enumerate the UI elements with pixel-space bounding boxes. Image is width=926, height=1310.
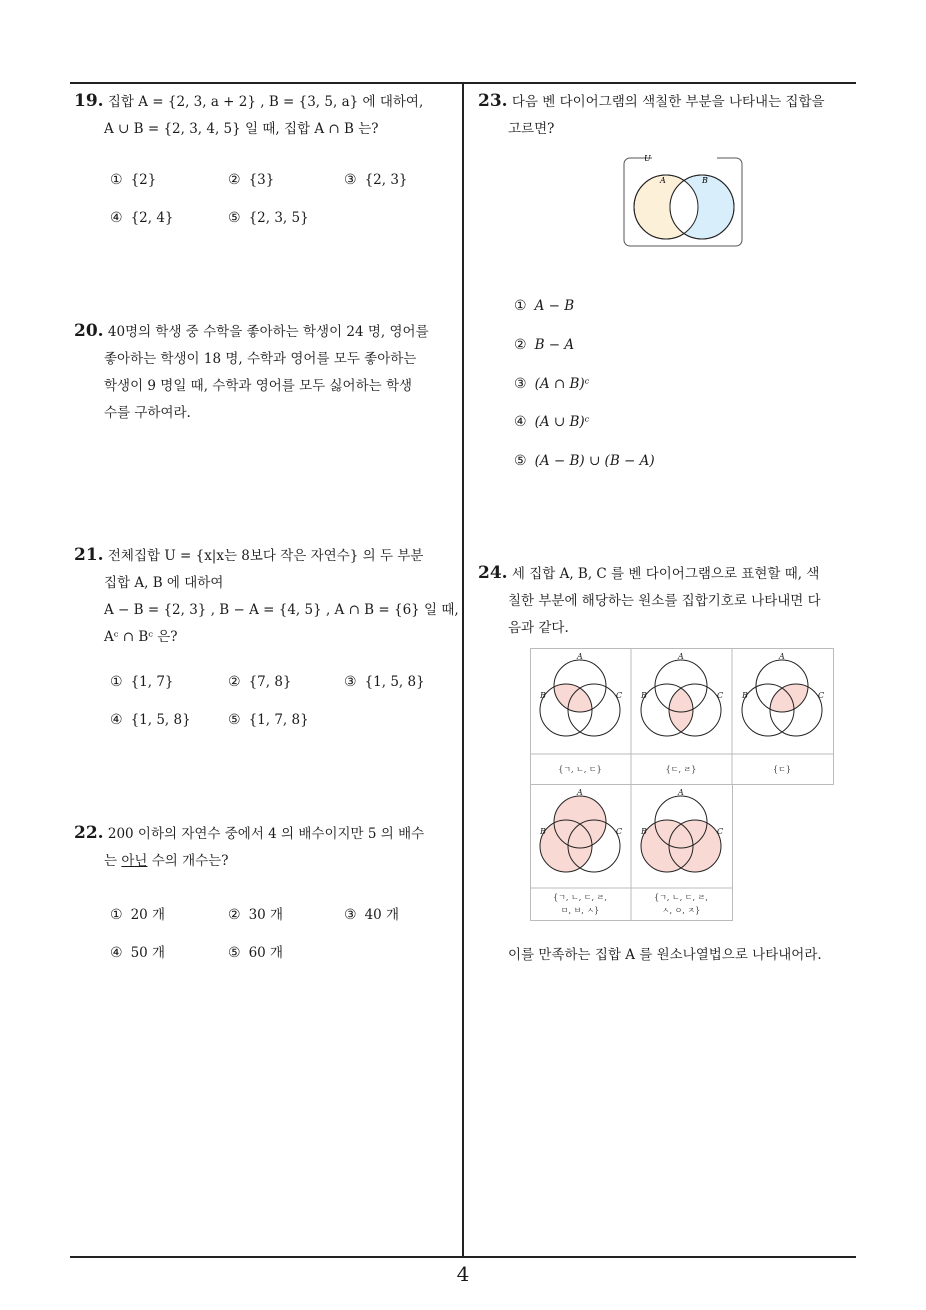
question-number: 20.: [74, 321, 104, 341]
set-a-label: A: [660, 176, 666, 185]
choice-3[interactable]: ③ {2, 3}: [344, 172, 408, 188]
venn-caption: {ㄷ, ㄹ}: [665, 765, 697, 774]
question-22: [74, 820, 459, 875]
choice-1[interactable]: ① 20 개: [110, 907, 166, 923]
choice-3[interactable]: ③ {1, 5, 8}: [344, 674, 425, 690]
question-text: 다음 벤 다이어그램의 색칠한 부분을 나타내는 집합을: [511, 94, 825, 110]
question-text: 집합 A = {2, 3, a + 2} , B = {3, 5, a} 에 대하여,: [107, 94, 424, 110]
question-19: [74, 88, 459, 143]
choice-5[interactable]: ⑤ (A − B) ∪ (B − A): [514, 453, 655, 469]
venn-caption: {ㄷ}: [773, 765, 791, 774]
question-number: 24.: [478, 563, 508, 583]
set-b-label: B: [742, 691, 748, 700]
choice-4[interactable]: ④ {1, 5, 8}: [110, 712, 191, 728]
venn-caption: {ㄱ, ㄴ, ㄷ, ㄹ,: [553, 893, 607, 902]
question-number: 23.: [478, 91, 508, 111]
question-text: 음과 같다.: [508, 620, 569, 636]
choice-1[interactable]: ① {2}: [110, 172, 157, 188]
question-text: 세 집합 A, B, C 를 벤 다이어그램으로 표현할 때, 색: [511, 566, 820, 582]
question-text: 전체집합 U = {x|x는 8보다 작은 자연수} 의 두 부분: [107, 548, 424, 564]
venn-caption: ㅅ, ㅇ, ㅈ}: [661, 906, 701, 915]
set-c-label: C: [616, 827, 623, 836]
choice-4[interactable]: ④ {2, 4}: [110, 210, 174, 226]
venn-cell-5: [641, 820, 724, 872]
choice-2[interactable]: ② B − A: [514, 337, 575, 353]
question-text: 학생이 9 명일 때, 수학과 영어를 모두 싫어하는 학생: [104, 378, 413, 394]
question-text: 200 이하의 자연수 중에서 4 의 배수이지만 5 의 배수: [107, 826, 425, 842]
venn-grid: [530, 648, 836, 922]
question-23: [478, 88, 863, 143]
set-c-label: C: [616, 691, 623, 700]
question-21: [74, 542, 459, 651]
choice-1[interactable]: ① A − B: [514, 298, 575, 314]
choice-5[interactable]: ⑤ 60 개: [228, 945, 284, 961]
underlined-word: 아닌: [121, 853, 148, 869]
choice-5[interactable]: ⑤ {2, 3, 5}: [228, 210, 309, 226]
venn-diagram-two-sets: [622, 152, 746, 248]
question-text: 는 아닌 수의 개수는?: [104, 853, 229, 869]
question-text: 집합 A, B 에 대하여: [104, 575, 224, 591]
question-number: 22.: [74, 823, 104, 843]
question-text: A − B = {2, 3} , B − A = {4, 5} , A ∩ B = {6} 일 때,: [104, 602, 459, 618]
set-a-label: A: [779, 652, 785, 661]
set-a-label: A: [678, 652, 684, 661]
choice-3[interactable]: ③ (A ∩ B)ᶜ: [514, 376, 590, 392]
choice-2[interactable]: ② {3}: [228, 172, 275, 188]
choice-3[interactable]: ③ 40 개: [344, 907, 400, 923]
question-text: 이를 만족하는 집합 A 를 원소나열법으로 나타내어라.: [508, 947, 822, 963]
column-divider: [462, 82, 464, 1258]
venn-caption: {ㄱ, ㄴ, ㄷ, ㄹ,: [654, 893, 708, 902]
set-b-label: B: [702, 176, 708, 185]
choice-4[interactable]: ④ 50 개: [110, 945, 166, 961]
question-number: 21.: [74, 545, 104, 565]
choice-2[interactable]: ② 30 개: [228, 907, 284, 923]
question-24-final: [508, 942, 858, 969]
page-number: 4: [456, 1262, 470, 1286]
question-text: 좋아하는 학생이 18 명, 수학과 영어를 모두 좋아하는: [104, 351, 417, 367]
question-number: 19.: [74, 91, 104, 111]
choice-2[interactable]: ② {7, 8}: [228, 674, 292, 690]
choice-1[interactable]: ① {1, 7}: [110, 674, 174, 690]
set-b-label: B: [641, 691, 647, 700]
set-c-label: C: [818, 691, 825, 700]
set-a-label: A: [678, 788, 684, 797]
question-text: 고르면?: [508, 121, 555, 137]
choice-4[interactable]: ④ (A ∪ B)ᶜ: [514, 414, 590, 430]
question-20: [74, 318, 459, 427]
question-text: Aᶜ ∩ Bᶜ 은?: [104, 629, 178, 645]
venn-caption: {ㄱ, ㄴ, ㄷ}: [558, 765, 602, 774]
question-24: [478, 560, 863, 642]
set-b-label: B: [641, 827, 647, 836]
set-b-label: B: [540, 691, 546, 700]
universe-label: U: [644, 154, 651, 163]
question-text: 칠한 부분에 해당하는 원소를 집합기호로 나타내면 다: [508, 593, 821, 609]
bottom-rule: [70, 1256, 856, 1258]
venn-caption: ㅁ, ㅂ, ㅅ}: [560, 906, 600, 915]
choice-5[interactable]: ⑤ {1, 7, 8}: [228, 712, 309, 728]
question-text: A ∪ B = {2, 3, 4, 5} 일 때, 집합 A ∩ B 는?: [104, 121, 379, 137]
question-text: 수를 구하여라.: [104, 405, 191, 421]
set-a-label: A: [577, 652, 583, 661]
set-b-label: B: [540, 827, 546, 836]
set-c-label: C: [717, 691, 724, 700]
set-a-label: A: [577, 788, 583, 797]
set-c-label: C: [717, 827, 724, 836]
question-text: 40명의 학생 중 수학을 좋아하는 학생이 24 명, 영어를: [107, 324, 429, 340]
